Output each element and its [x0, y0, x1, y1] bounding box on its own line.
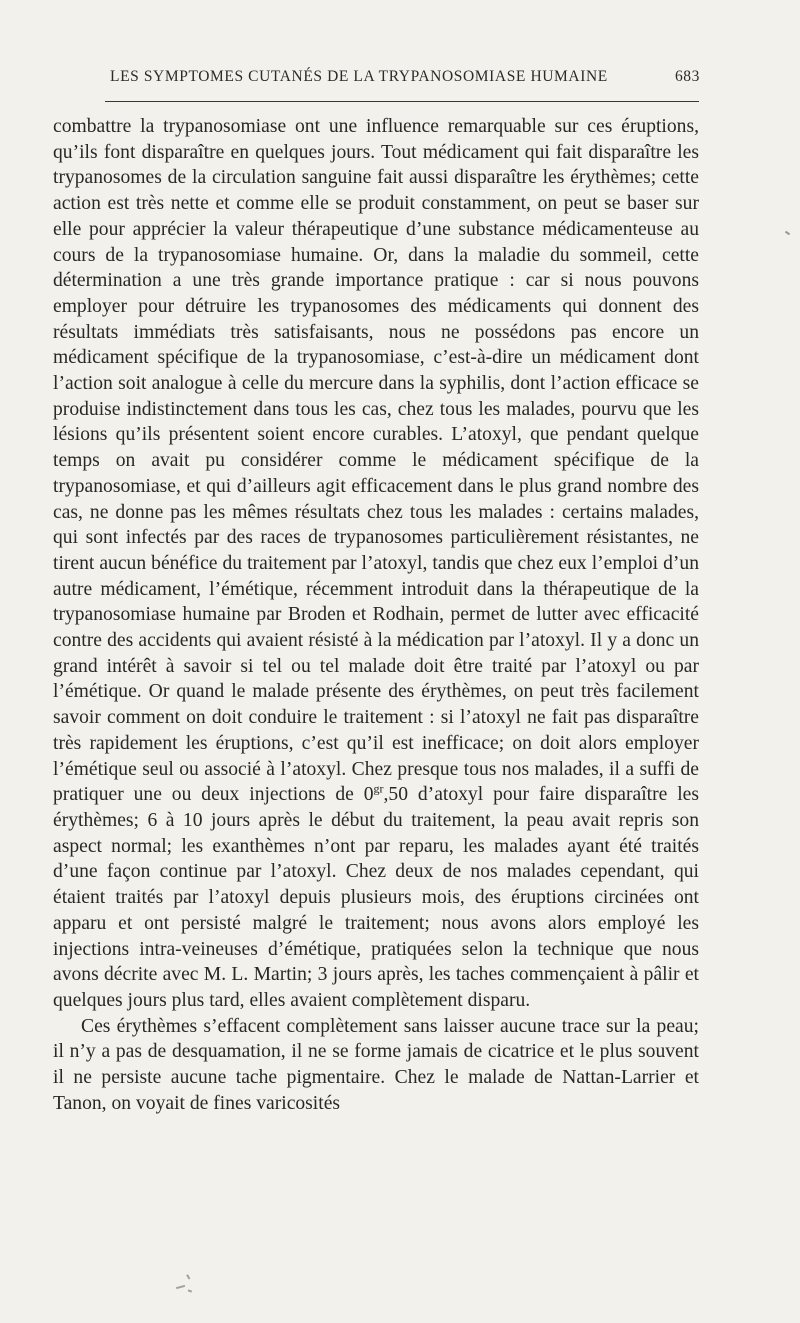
page-number: 683	[674, 68, 700, 85]
dose-superscript: gr	[373, 781, 384, 796]
running-title: LES SYMPTOMES CUTANÉS DE LA TRYPANOSOMIASE HUMAINE	[110, 68, 608, 85]
paragraph	[53, 1014, 699, 1117]
header-rule	[105, 101, 699, 102]
paragraph-text: Ces érythèmes s’effacent complètement sans laisser aucune trace sur la peau; il n’y a pas de desquamation, il ne se forme jamais de cicatrice et le plus souvent il ne persiste aucune tache pigmentaire. Chez le malade de Nattan-Larrier et Tanon, on voyait de fines varicosités	[53, 1015, 699, 1114]
paragraph	[53, 114, 699, 1014]
paragraph-text-continued: ,50 d’atoxyl pour faire disparaître les érythèmes; 6 à 10 jours après le début du traitement, la peau avait repris son aspect normal; les exanthèmes n’ont par reparu, les malades ayant été traités d’une façon continue par l’atoxyl. Chez deux de nos malades cependant, qui étaient traités par l’atoxyl depuis plusieurs mois, des éruptions circinées ont apparu et ont persisté malgré le traitement; nous avons alors employé les injections intra-veineuses d’émétique, pratiquées selon la technique que nous avons décrite avec M. L. Martin; 3 jours après, les taches commençaient à pâlir et quelques jours plus tard, elles avaient complètement disparu.	[53, 784, 699, 1011]
paragraph-text: combattre la trypanosomiase ont une influence remarquable sur ces éruptions, qu’ils font disparaître en quelques jours. Tout médicament qui fait disparaître les trypanosomes de la circulation sanguine fait aussi disparaître les érythèmes; cette action est très nette et comme elle se produit constamment, on peut se baser sur elle pour apprécier la valeur thérapeutique d’une substance médicamenteuse au cours de la trypanosomiase humaine. Or, dans la maladie du sommeil, cette détermination a une très grande importance pratique : car si nous pouvons employer pour détruire les trypanosomes des médicaments qui donnent des résultats immédiats très satisfaisants, nous ne possédons pas encore un médicament spécifique de la trypanosomiase, c’est-à-dire un médicament dont l’action soit analogue à celle du mercure dans la syphilis, dont l’action efficace se produise indistinctement dans tous les cas, chez tous les malades, pourvu que les lésions qu’ils présentent soient encore curables. L’atoxyl, que pendant quelque temps on avait pu considérer comme le médicament spécifique de la trypanosomiase, et qui d’ailleurs agit efficacement dans le plus grand nombre des cas, ne donne pas les mêmes résultats chez tous les malades : certains malades, qui sont infectés par des races de trypanosomes particulièrement résistantes, ne tirent aucun bénéfice du traitement par l’atoxyl, tandis que chez eux l’emploi d’un autre médicament, l’émétique, récemment introduit dans la thérapeutique de la trypanosomiase humaine par Broden et Rodhain, permet de lutter avec efficacité contre des accidents qui avaient résisté à la médication par l’atoxyl. Il y a donc un grand intérêt à savoir si tel ou tel malade doit être traité par l’atoxyl ou par l’émétique. Or quand le malade présente des érythèmes, on peut très facilement savoir comment on doit conduire le traitement : si l’atoxyl ne fait pas disparaître très rapidement les éruptions, c’est qu’il est inefficace; on doit alors employer l’émétique seul ou associé à l’atoxyl. Chez presque tous nos malades, il a suffi de pratiquer une ou deux injections de 0	[53, 116, 699, 806]
running-head	[110, 68, 700, 92]
margin-speck	[785, 231, 790, 236]
body-text	[53, 114, 699, 1116]
ink-smudge	[176, 1272, 198, 1296]
